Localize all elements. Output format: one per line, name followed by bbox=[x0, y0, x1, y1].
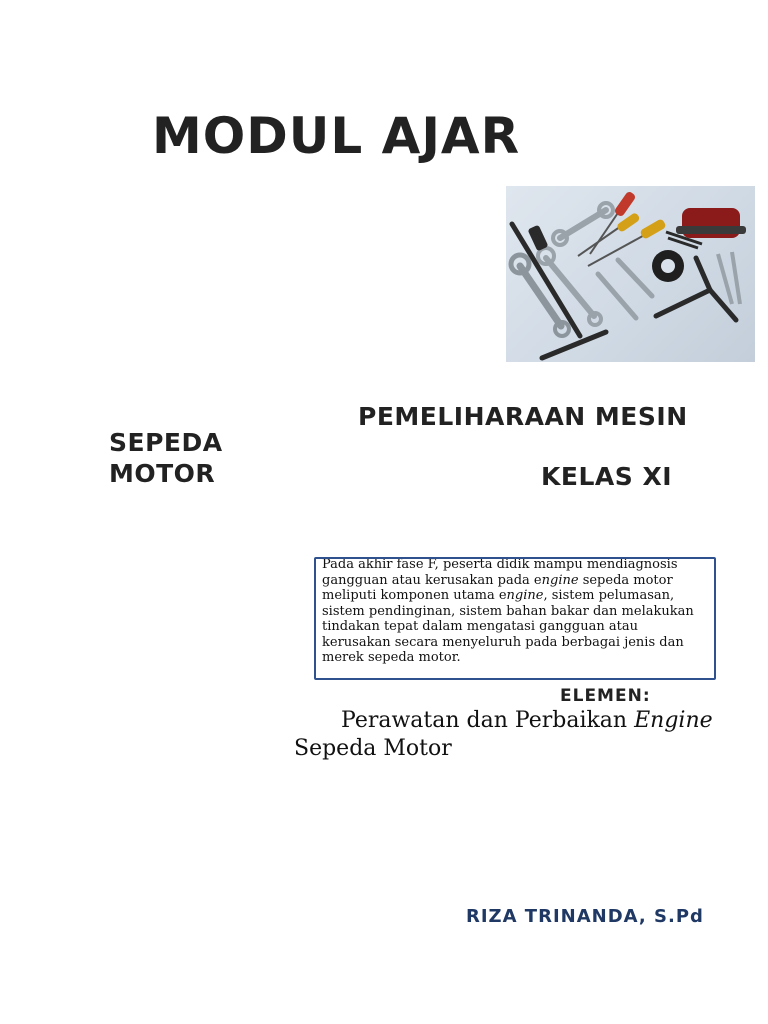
tools-photo-icon bbox=[506, 186, 755, 362]
learning-objective-text: Pada akhir fase F, peserta didik mampu mendiagnosis gangguan atau kerusakan pada engine sepeda motor meliputi komponen utama engine, sistem pelumasan, sistem pendinginan, sistem bahan bakar dan melakukan tindakan tepat dalam mengatasi gangguan atau kerusakan secara menyeluruh pada berbagai jenis dan merek sepeda motor. bbox=[322, 557, 694, 665]
side-title-line1: SEPEDA bbox=[109, 428, 223, 457]
elemen-label: ELEMEN: bbox=[560, 686, 651, 706]
elemen-line1: Perawatan dan Perbaikan Engine bbox=[341, 708, 713, 733]
elemen-text bbox=[294, 707, 744, 763]
side-title bbox=[109, 427, 223, 489]
grade-label: KELAS XI bbox=[541, 462, 673, 491]
subject-title: PEMELIHARAAN MESIN bbox=[358, 402, 688, 431]
learning-objective-box bbox=[314, 557, 716, 680]
page-title: MODUL AJAR bbox=[152, 107, 521, 165]
elemen-line2: Sepeda Motor bbox=[294, 736, 452, 761]
side-title-line2: MOTOR bbox=[109, 459, 216, 488]
author-name: RIZA TRINANDA, S.Pd bbox=[466, 906, 704, 927]
